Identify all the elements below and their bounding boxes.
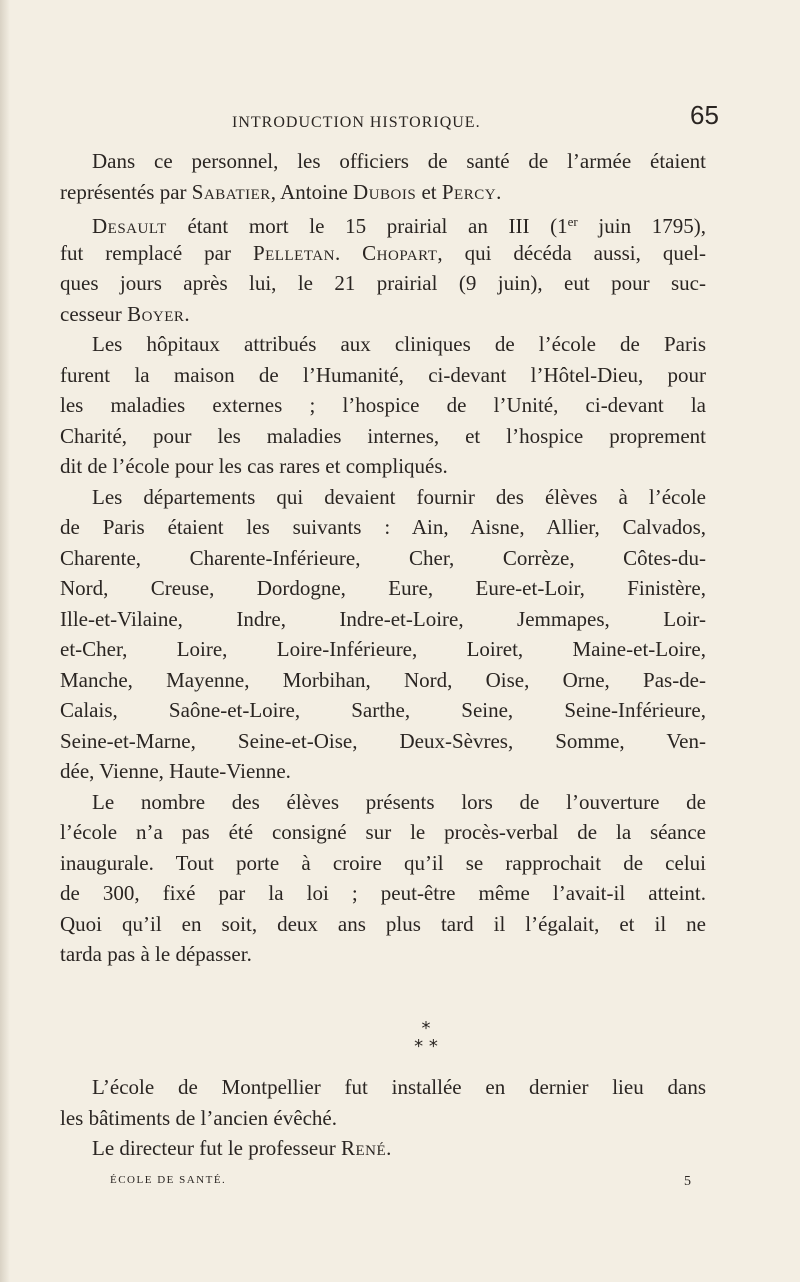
text-line: Calais, Saône-et-Loire, Sarthe, Seine, Seine-Inférieure, — [60, 698, 706, 722]
main-text — [60, 146, 706, 970]
text-line: L’école de Montpellier fut installée en dernier lieu dans — [92, 1075, 706, 1099]
person-name: Pelletan — [252, 240, 335, 265]
text-line: et-Cher, Loire, Loire-Inférieure, Loiret, Maine-et-Loire, — [60, 637, 706, 661]
text-line: Les hôpitaux attribués aux cliniques de l’école de Paris — [92, 332, 706, 356]
text-line: inaugurale. Tout porte à croire qu’il se rapprochait de celui — [60, 850, 706, 875]
signature-mark: ÉCOLE DE SANTÉ. — [110, 1174, 227, 1186]
text-line: Dans ce personnel, les officiers de santé de l’armée étaient — [92, 149, 706, 173]
text-line: fut remplacé par Pelletan. Chopart, qui décéda aussi, quel- — [60, 240, 707, 265]
text-line: tarda pas à le dépasser. — [60, 942, 252, 966]
person-name: Chopart — [362, 240, 438, 265]
text-line: Quoi qu’il en soit, deux ans plus tard il l’égalait, et il ne — [60, 911, 706, 936]
text-line: Nord, Creuse, Dordogne, Eure, Eure-et-Loir, Finistère, — [60, 576, 706, 600]
page-header — [0, 98, 800, 138]
person-name: Boyer — [127, 301, 185, 326]
main-text-continued — [60, 1072, 706, 1164]
text-line: Charente, Charente-Inférieure, Cher, Corrèze, Côtes-du- — [60, 545, 706, 570]
asterism-top: * — [421, 1018, 431, 1039]
running-head: INTRODUCTION HISTORIQUE. — [232, 114, 481, 131]
text-line: Desault étant mort le 15 prairial an III (1er juin 1795), — [92, 214, 706, 238]
text-line: Le directeur fut le professeur René. — [92, 1136, 392, 1160]
text-line: Manche, Mayenne, Morbihan, Nord, Oise, Orne, Pas-de- — [60, 667, 706, 692]
text-line: ques jours après lui, le 21 prairial (9 juin), eut pour suc- — [60, 271, 706, 295]
person-name: Percy — [441, 179, 497, 204]
text-line: de Paris étaient les suivants : Ain, Aisne, Allier, Calvados, — [60, 515, 706, 539]
person-name: Desault — [92, 214, 167, 238]
text-line: Charité, pour les maladies internes, et l’hospice proprement — [60, 423, 706, 448]
page-number: 65 — [690, 100, 719, 130]
text-line: de 300, fixé par la loi ; peut-être même l’avait-il atteint. — [60, 881, 706, 905]
text-line: Seine-et-Marne, Seine-et-Oise, Deux-Sèvres, Somme, Ven- — [60, 728, 706, 753]
superscript: er — [567, 214, 578, 229]
text-line: Le nombre des élèves présents lors de l’ouverture de — [92, 789, 706, 814]
text-line: les maladies externes ; l’hospice de l’Unité, ci-devant la — [60, 393, 706, 417]
text-line: dit de l’école pour les cas rares et compliqués. — [60, 454, 448, 478]
text-line: représentés par Sabatier, Antoine Dubois et Percy. — [60, 179, 502, 204]
page-edge-shadow — [0, 0, 10, 1282]
text-line: dée, Vienne, Haute-Vienne. — [60, 759, 291, 783]
page-footer — [0, 1168, 800, 1196]
asterism-bottom: * * — [414, 1036, 438, 1057]
person-name: Dubois — [353, 179, 417, 204]
signature-number: 5 — [684, 1174, 691, 1189]
text-line: les bâtiments de l’ancien évêché. — [60, 1105, 337, 1130]
person-name: René — [340, 1136, 387, 1160]
text-line: Ille-et-Vilaine, Indre, Indre-et-Loire, Jemmapes, Loir- — [60, 606, 706, 631]
asterism-divider — [0, 1020, 800, 1080]
text-line: furent la maison de l’Humanité, ci-devant l’Hôtel-Dieu, pour — [60, 362, 706, 387]
text-line: Les départements qui devaient fournir des élèves à l’école — [92, 484, 706, 509]
text-line: cesseur Boyer. — [60, 301, 190, 326]
person-name: Sabatier — [191, 179, 271, 204]
text-line: l’école n’a pas été consigné sur le procès-verbal de la séance — [60, 820, 706, 844]
